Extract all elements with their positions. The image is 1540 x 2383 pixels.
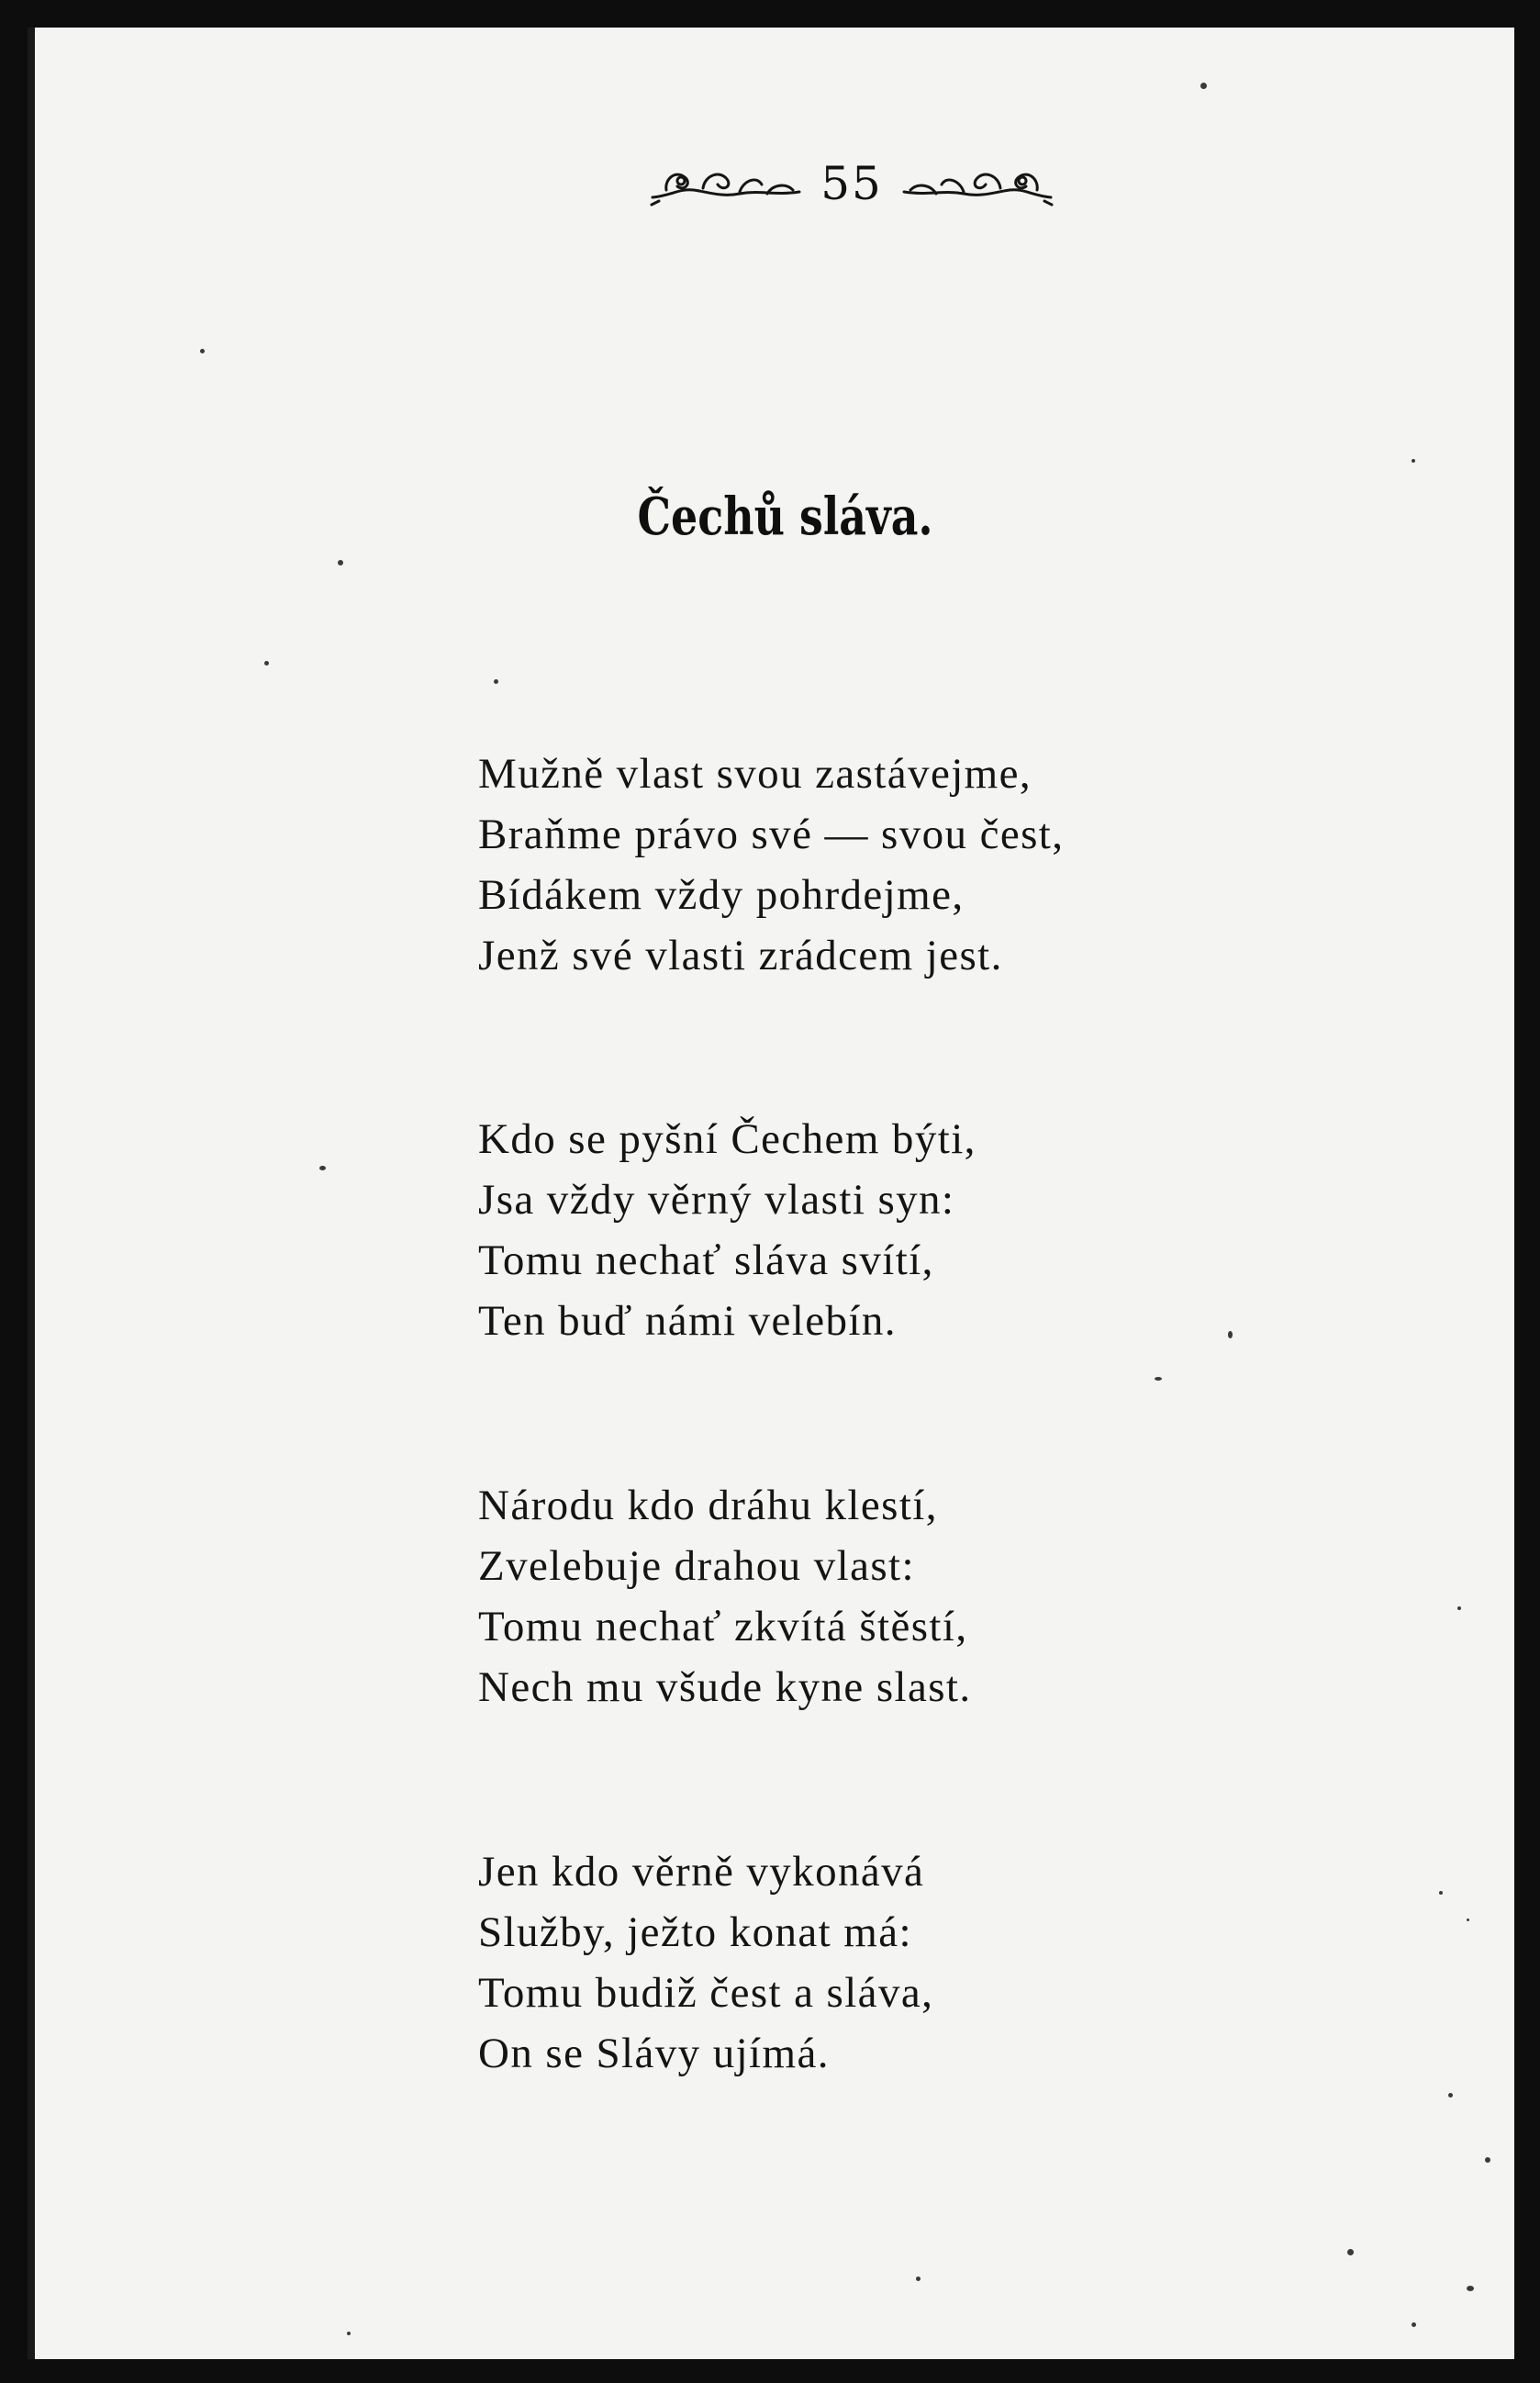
floral-ornament-icon: [899, 161, 1055, 207]
verse-line: Ten buď námi velebín.: [478, 1297, 897, 1345]
verse-line: On se Slávy ujímá.: [478, 2030, 830, 2077]
scan-speck: [1228, 1331, 1233, 1338]
scan-speck: [1412, 2322, 1416, 2327]
scan-speck: [1347, 2249, 1354, 2255]
verse-line: Mužně vlast svou zastávejme,: [478, 750, 1032, 798]
stanza: [478, 1841, 933, 2084]
verse-line: Služby, ježto konat má:: [478, 1908, 912, 1956]
verse-line: Nech mu všude kyne slast.: [478, 1663, 972, 1711]
scan-speck: [347, 2332, 351, 2335]
scan-speck: [1155, 1377, 1162, 1381]
verse-line: Jen kdo věrně vykonává: [478, 1848, 925, 1896]
stanza: [478, 744, 1064, 986]
scan-speck: [200, 349, 205, 353]
verse-line: Jsa vždy věrný vlasti syn:: [478, 1176, 955, 1224]
scan-speck: [916, 2277, 921, 2281]
verse-line: Jenž své vlasti zrádcem jest.: [478, 932, 1003, 979]
verse-line: Národu kdo dráhu klestí,: [478, 1482, 938, 1529]
verse-line: Bídákem vždy pohrdejme,: [478, 871, 965, 919]
scan-speck: [264, 661, 269, 666]
scan-speck: [1200, 83, 1207, 89]
scan-speck: [1412, 459, 1415, 463]
scan-speck: [494, 679, 498, 684]
scan-speck: [338, 560, 343, 565]
scan-speck: [1485, 2157, 1490, 2163]
scan-speck: [319, 1166, 326, 1170]
scan-speck: [1457, 1606, 1461, 1610]
scan-speck: [1467, 2286, 1474, 2291]
poem-title: Čechů sláva.: [637, 487, 933, 547]
verse-line: Tomu nechať sláva svítí,: [478, 1236, 934, 1284]
scan-speck: [1467, 1919, 1469, 1921]
floral-ornament-icon: [648, 161, 804, 207]
book-page: [28, 28, 1514, 2359]
verse-line: Kdo se pyšní Čechem býti,: [478, 1115, 976, 1163]
verse-line: Tomu budiž čest a sláva,: [478, 1969, 934, 2017]
page-number: 55: [820, 157, 883, 210]
page-header: [622, 151, 1081, 216]
stanza: [478, 1109, 976, 1351]
verse-line: Zvelebuje drahou vlast:: [478, 1542, 915, 1590]
scan-speck: [1448, 2093, 1453, 2098]
verse-line: Tomu nechať zkvítá štěstí,: [478, 1603, 968, 1650]
scan-speck: [1439, 1891, 1443, 1895]
verse-line: Braňme právo své — svou čest,: [478, 811, 1065, 858]
stanza: [478, 1475, 972, 1717]
